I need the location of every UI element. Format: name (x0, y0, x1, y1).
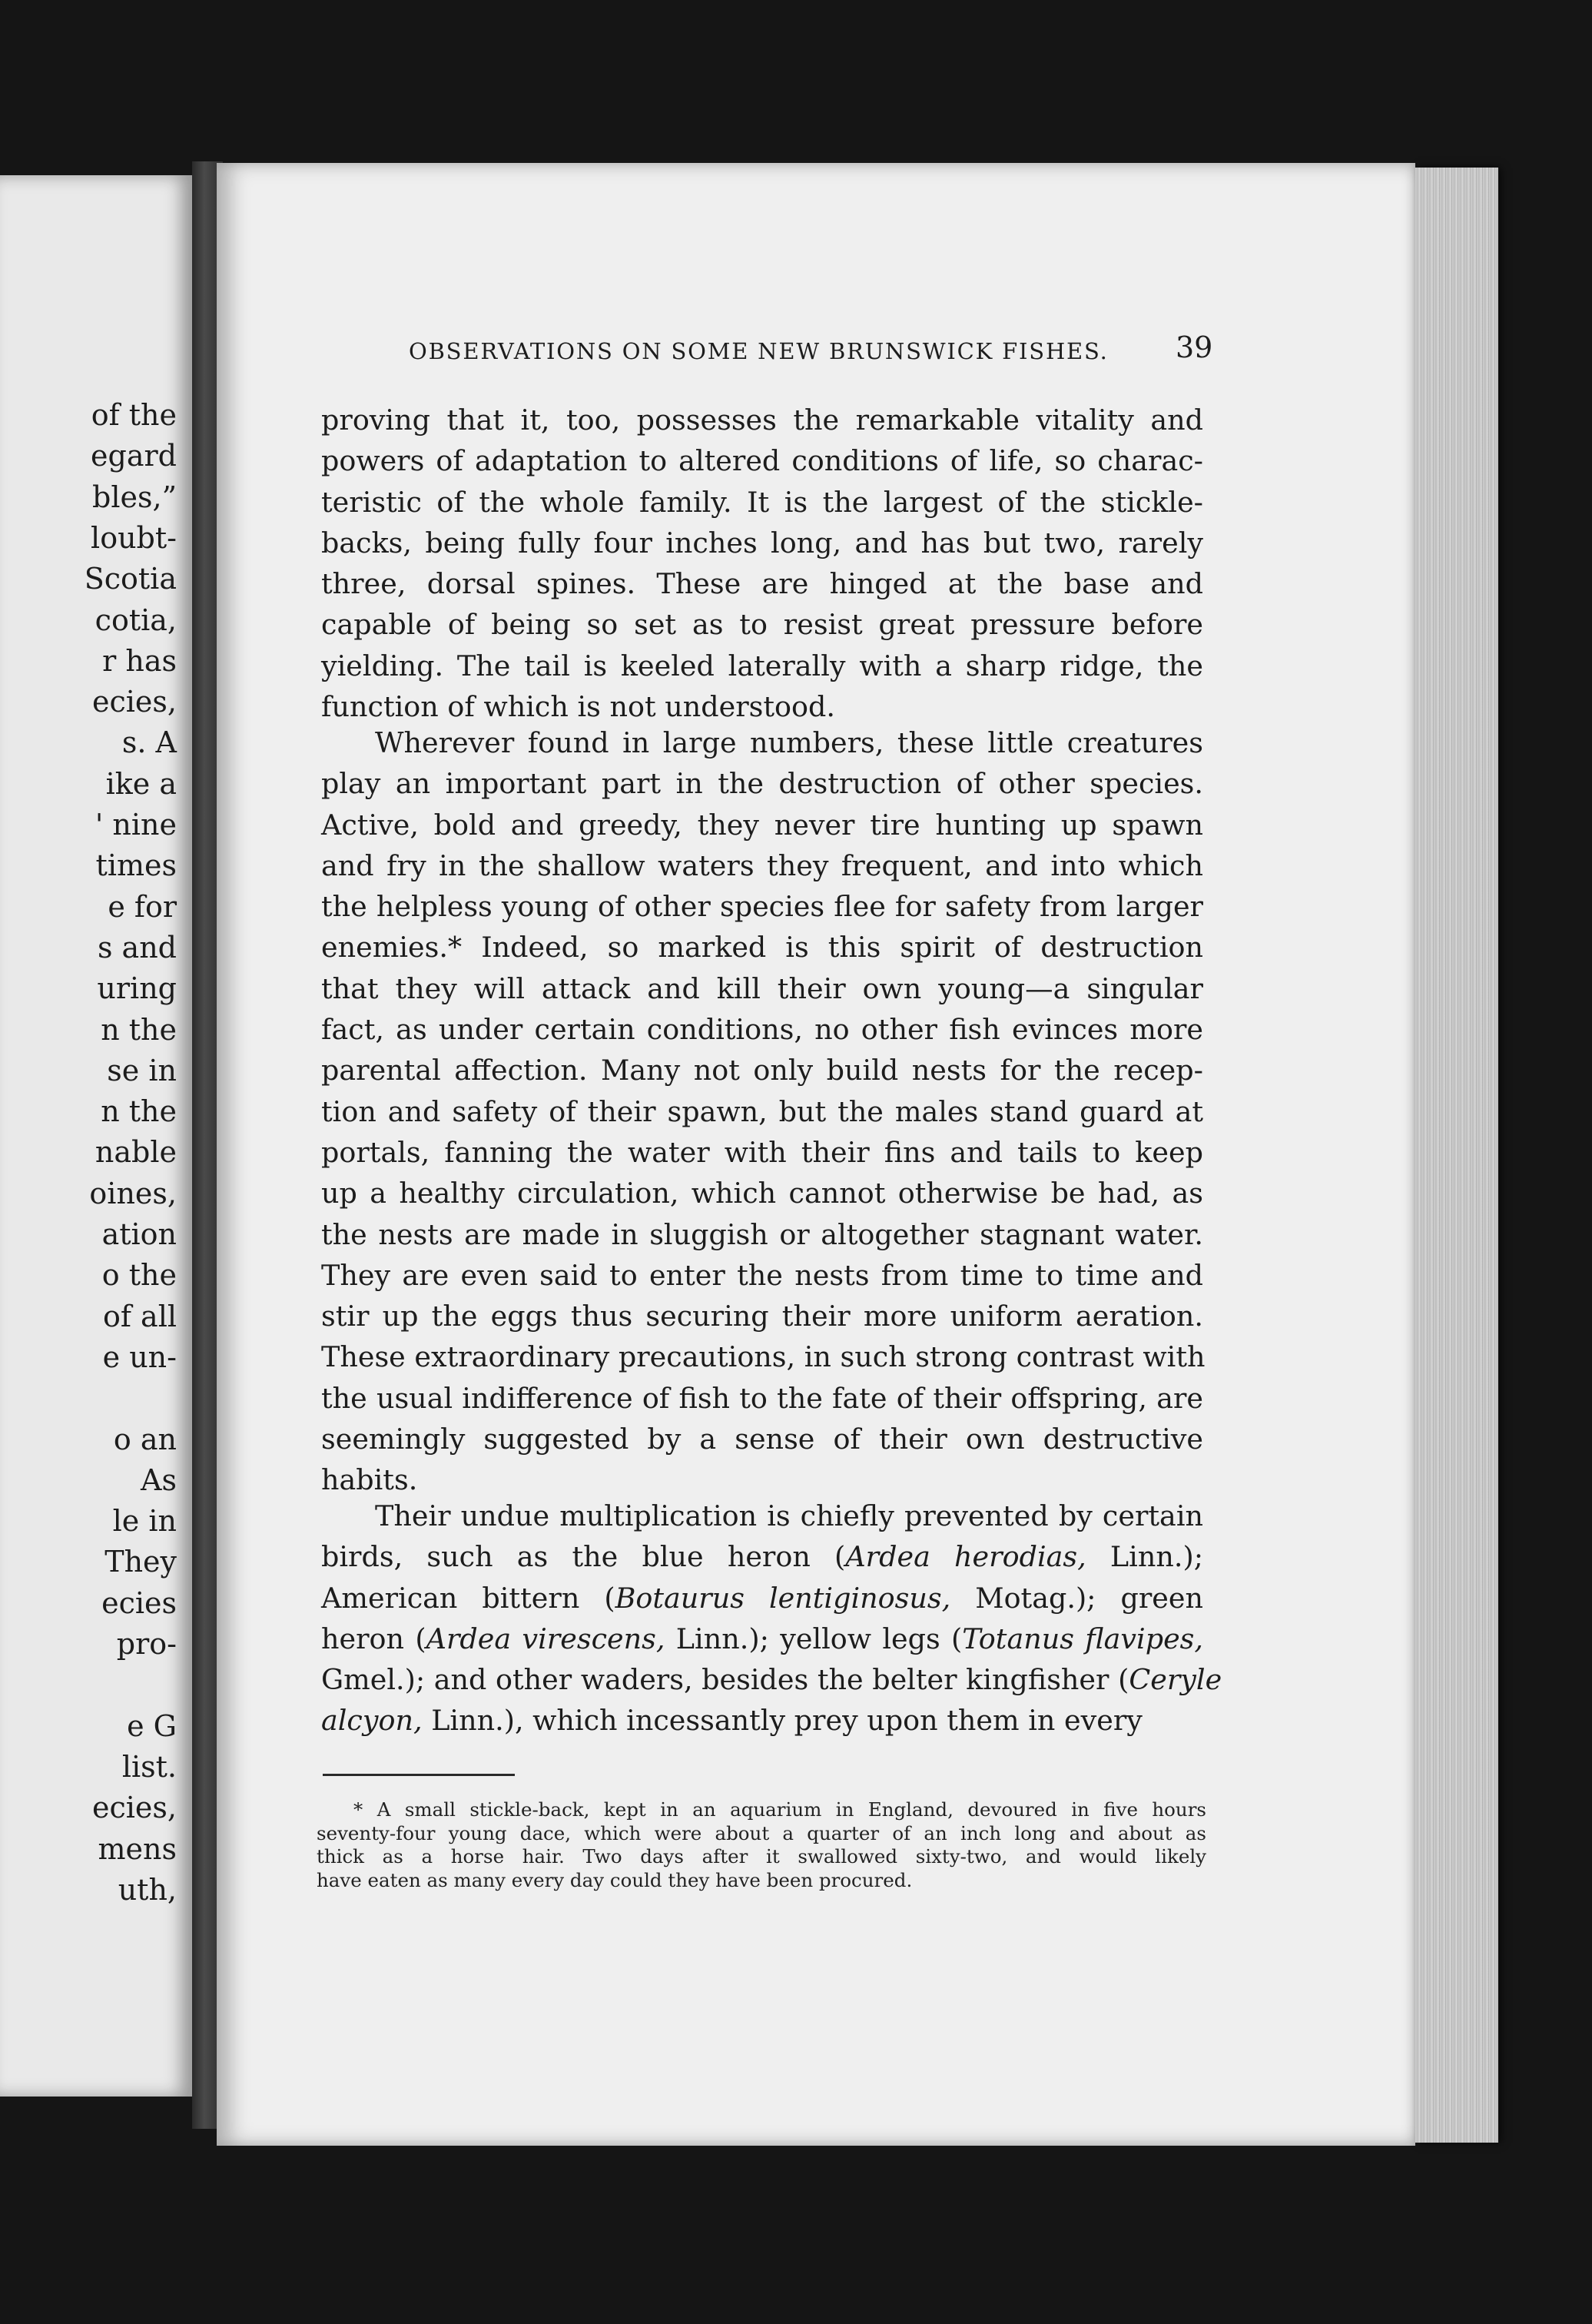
text-line: They are even said to enter the nests from time to time and (321, 1258, 1203, 1292)
text-line: backs, being fully four inches long, and has but two, rarely (321, 526, 1203, 559)
left-page-text-fragment: bles,” (92, 480, 177, 514)
left-page-text-fragment: loubt- (91, 520, 177, 555)
species-name: alcyon, (321, 1704, 423, 1738)
text-line: fact, as under certain conditions, no other fish evinces more (321, 1013, 1203, 1047)
left-page-text-fragment: pro- (116, 1627, 177, 1661)
text-line: proving that it, too, possesses the remarkable vitality and (321, 403, 1203, 437)
left-page-text-fragment: n the (101, 1012, 177, 1047)
left-page-text-fragment: se in (107, 1053, 177, 1087)
text-line: stir up the eggs thus securing their more uniform aeration. (321, 1300, 1203, 1333)
text-line: Active, bold and greedy, they never tire hunting up spawn (321, 808, 1203, 842)
left-page-text-fragment: o an (113, 1422, 177, 1456)
species-name: Botaurus lentiginosus, (615, 1581, 951, 1615)
left-page-text-fragment: ike a (105, 766, 177, 801)
left-page-text-fragment: s. A (121, 725, 177, 760)
left-page-text-fragment: ecies, (92, 1791, 177, 1825)
left-page-text-fragment: egard (91, 439, 177, 473)
left-page-text-fragment: uring (97, 971, 177, 1006)
footnote-line: * A small stickle-back, kept in an aquarium in England, devoured in five hours (353, 1798, 1206, 1821)
left-page-text-fragment: e G (127, 1708, 177, 1743)
left-page-text-fragment: ecies, (92, 685, 177, 719)
footnote-line: have eaten as many every day could they have been procured. (317, 1868, 913, 1891)
paragraph-2 (321, 722, 1206, 1501)
left-page-text-fragment: ' nine (95, 808, 177, 842)
species-name: Ceryle (1129, 1663, 1222, 1697)
text-line: birds, such as the blue heron (Ardea herodias, Linn.); (321, 1540, 1203, 1574)
left-page-text-fragment: n the (101, 1094, 177, 1129)
text-line: Wherever found in large numbers, these little creatures (375, 726, 1203, 759)
left-page-text-fragment: s and (97, 930, 177, 964)
left-page-text-fragment: list. (121, 1749, 177, 1784)
text-line: yielding. The tail is keeled laterally with a sharp ridge, the (321, 649, 1203, 682)
text-line: the nests are made in sluggish or altogether stagnant water. (321, 1217, 1203, 1251)
page-number: 39 (1176, 330, 1213, 364)
text-line: the usual indifference of fish to the fate of their offspring, are (321, 1381, 1203, 1415)
text-line: tion and safety of their spawn, but the males stand guard at (321, 1094, 1203, 1128)
text-line: seemingly suggested by a sense of their own destructive (321, 1423, 1203, 1456)
text-line: up a healthy circulation, which cannot otherwise be had, as (321, 1177, 1203, 1210)
text-line: three, dorsal spines. These are hinged at the base and (321, 567, 1203, 601)
text-line: the helpless young of other species flee for safety from larger (321, 890, 1203, 924)
text-line: heron (Ardea virescens, Linn.); yellow legs (Totanus flavipes, (321, 1622, 1203, 1655)
left-page-text-fragment: ation (101, 1217, 177, 1251)
paragraph-3 (321, 1496, 1222, 1741)
text-line: parental affection. Many not only build nests for the recep- (321, 1054, 1203, 1087)
left-page-text-fragment: le in (112, 1504, 177, 1539)
left-page-text-fragment: times (95, 848, 177, 883)
species-name: Totanus flavipes, (962, 1622, 1203, 1655)
left-page-text-fragment: Scotia (84, 562, 177, 596)
left-page-text-fragment: e for (108, 889, 177, 924)
text-line: capable of being so set as to resist great pressure before (321, 608, 1203, 642)
left-page-text-fragment: They (104, 1545, 177, 1579)
footnote-rule (323, 1774, 515, 1776)
left-page-text-fragment: oines, (89, 1176, 177, 1210)
left-page-text-fragment: e un- (102, 1340, 177, 1374)
left-page-text-fragment: nable (95, 1135, 177, 1170)
text-line: Their undue multiplication is chiefly prevented by certain (375, 1499, 1203, 1532)
footnote-line: thick as a horse hair. Two days after it swallowed sixty-two, and would likely (317, 1845, 1206, 1868)
text-line: that they will attack and kill their own young—a singular (321, 971, 1203, 1005)
running-header: OBSERVATIONS ON SOME NEW BRUNSWICK FISHES. (409, 338, 1109, 364)
text-line: enemies.* Indeed, so marked is this spirit of destruction (321, 931, 1203, 964)
left-page-text-fragment: o the (101, 1258, 177, 1293)
text-line: habits. (321, 1463, 418, 1497)
left-page-text-fragment: cotia, (95, 603, 177, 637)
species-name: Ardea herodias, (845, 1540, 1086, 1574)
left-page-text-fragment: r has (102, 643, 177, 678)
species-name: Ardea virescens, (426, 1622, 665, 1655)
left-page-text-fragment: As (141, 1462, 177, 1497)
text-line: Gmel.); and other waders, besides the belter kingfisher (Ceryle (321, 1663, 1222, 1697)
text-line: powers of adaptation to altered conditions of life, so charac- (321, 444, 1203, 478)
footnote (317, 1798, 1206, 1892)
left-page-text-fragment: of the (91, 398, 177, 432)
left-page-text-fragment: of all (103, 1299, 177, 1333)
paragraph-1 (321, 400, 1203, 727)
left-page-edge (0, 175, 192, 2097)
left-page-text-fragment: mens (98, 1831, 177, 1866)
text-line: function of which is not understood. (321, 690, 835, 724)
text-line: portals, fanning the water with their fins and tails to keep (321, 1135, 1203, 1169)
left-page-text-fragment: ecies (101, 1585, 177, 1620)
text-line: and fry in the shallow waters they frequent, and into which (321, 848, 1203, 882)
text-line: American bittern (Botaurus lentiginosus, Motag.); green (321, 1581, 1203, 1615)
text-line: These extraordinary precautions, in such strong contrast with (321, 1340, 1206, 1374)
left-page-text-fragment: uth, (118, 1872, 177, 1907)
text-line: alcyon, Linn.), which incessantly prey upon them in every (321, 1704, 1143, 1738)
footnote-line: seventy-four young dace, which were about a quarter of an inch long and about as (317, 1821, 1206, 1844)
text-line: play an important part in the destruction of other species. (321, 767, 1203, 801)
page-edges-stack (1415, 168, 1498, 2143)
text-line: teristic of the whole family. It is the largest of the stickle- (321, 485, 1203, 519)
